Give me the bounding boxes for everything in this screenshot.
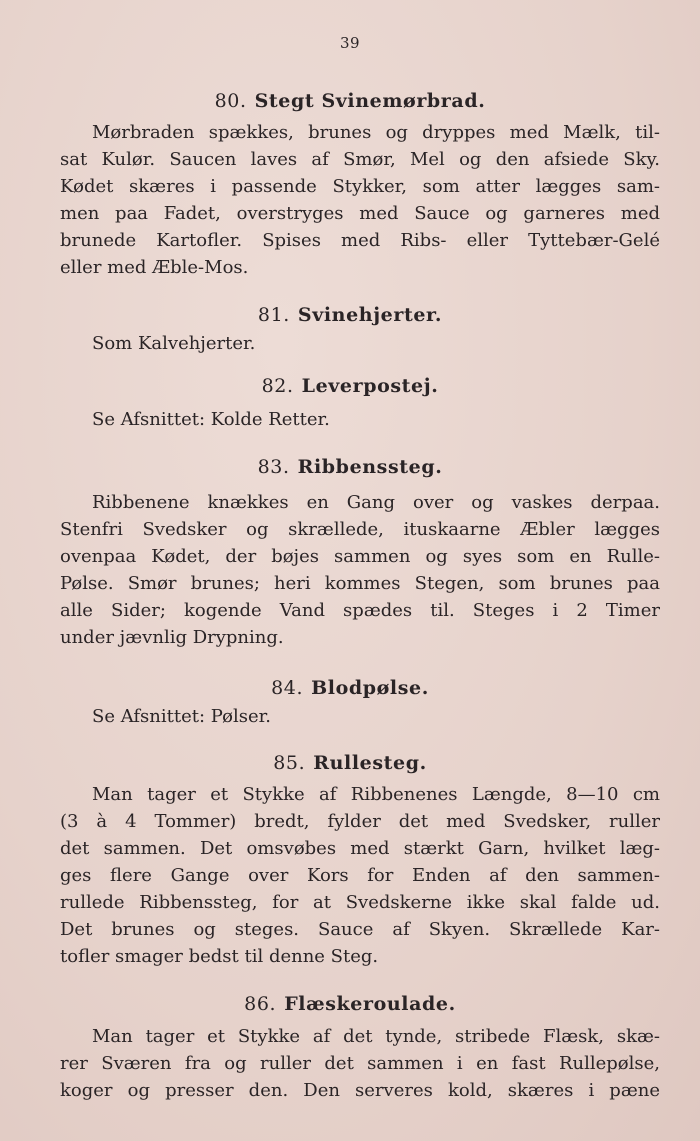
text-line: under jævnlig Drypning. xyxy=(60,627,284,648)
text-line: Stenfri Svedsker og skrællede, ituskaarne Æbler lægges xyxy=(60,519,660,540)
text-line: Mørbraden spækkes, brunes og dryppes med Mælk, til- xyxy=(92,122,660,143)
recipe-number: 83. xyxy=(257,456,290,478)
text-line: det sammen. Det omsvøbes med stærkt Garn, hvilket læg- xyxy=(60,838,660,859)
text-line: Man tager et Stykke af det tynde, stribede Flæsk, skæ- xyxy=(92,1026,660,1047)
recipe-body-82 xyxy=(60,406,660,433)
recipe-body-81 xyxy=(60,330,660,357)
text-line: koger og presser den. Den serveres kold, skæres i pæne xyxy=(60,1080,660,1101)
recipe-title-85 xyxy=(0,752,700,774)
text-line: sat Kulør. Saucen laves af Smør, Mel og den afsiede Sky. xyxy=(60,149,660,170)
recipe-body-83 xyxy=(60,489,660,651)
text-line: Ribbenene knækkes en Gang over og vaskes derpaa. xyxy=(92,492,660,513)
text-line: ovenpaa Kødet, der bøjes sammen og syes som en Rulle- xyxy=(60,546,660,567)
text-line: tofler smager bedst til denne Steg. xyxy=(60,946,379,967)
recipe-body-80 xyxy=(60,119,660,281)
recipe-body-85 xyxy=(60,781,660,970)
text-line: brunede Kartofler. Spises med Ribs- eller Tyttebær-Gelé xyxy=(60,230,660,251)
recipe-name: Stegt Svinemørbrad. xyxy=(254,90,486,112)
recipe-number: 82. xyxy=(261,375,294,397)
text-line: Se Afsnittet: Pølser. xyxy=(92,706,271,727)
recipe-name: Rullesteg. xyxy=(313,752,427,774)
recipe-name: Ribbenssteg. xyxy=(297,456,443,478)
recipe-name: Flæskeroulade. xyxy=(284,993,456,1015)
recipe-title-82 xyxy=(0,375,700,397)
text-line: Kødet skæres i passende Stykker, som atter lægges sam- xyxy=(60,176,660,197)
recipe-body-84 xyxy=(60,703,660,730)
text-line: Som Kalvehjerter. xyxy=(92,333,256,354)
page-number: 39 xyxy=(339,34,361,52)
recipe-body-86 xyxy=(60,1023,660,1104)
recipe-number: 85. xyxy=(273,752,306,774)
text-line: eller med Æble-Mos. xyxy=(60,257,249,278)
text-line: rullede Ribbenssteg, for at Svedskerne ikke skal falde ud. xyxy=(60,892,660,913)
recipe-title-81 xyxy=(0,304,700,326)
recipe-title-84 xyxy=(0,677,700,699)
text-line: ges flere Gange over Kors for Enden af den sammen- xyxy=(60,865,660,886)
text-line: Pølse. Smør brunes; heri kommes Stegen, som brunes paa xyxy=(60,573,660,594)
text-line: Man tager et Stykke af Ribbenenes Længde, 8—10 cm xyxy=(92,784,660,805)
text-line: Se Afsnittet: Kolde Retter. xyxy=(92,409,330,430)
recipe-title-86 xyxy=(0,993,700,1015)
text-line: rer Sværen fra og ruller det sammen i en fast Rullepølse, xyxy=(60,1053,660,1074)
recipe-name: Leverpostej. xyxy=(301,375,439,397)
recipe-number: 80. xyxy=(214,90,247,112)
recipe-number: 81. xyxy=(257,304,290,326)
recipe-title-80 xyxy=(0,90,700,112)
text-line: alle Sider; kogende Vand spædes til. Steges i 2 Timer xyxy=(60,600,660,621)
recipe-name: Svinehjerter. xyxy=(297,304,443,326)
text-line: Det brunes og steges. Sauce af Skyen. Skrællede Kar- xyxy=(60,919,660,940)
recipe-title-83 xyxy=(0,456,700,478)
recipe-number: 86. xyxy=(244,993,277,1015)
text-line: (3 à 4 Tommer) bredt, fylder det med Svedsker, ruller xyxy=(60,811,660,832)
recipe-name: Blodpølse. xyxy=(311,677,429,699)
recipe-number: 84. xyxy=(271,677,304,699)
text-line: men paa Fadet, overstryges med Sauce og garneres med xyxy=(60,203,660,224)
